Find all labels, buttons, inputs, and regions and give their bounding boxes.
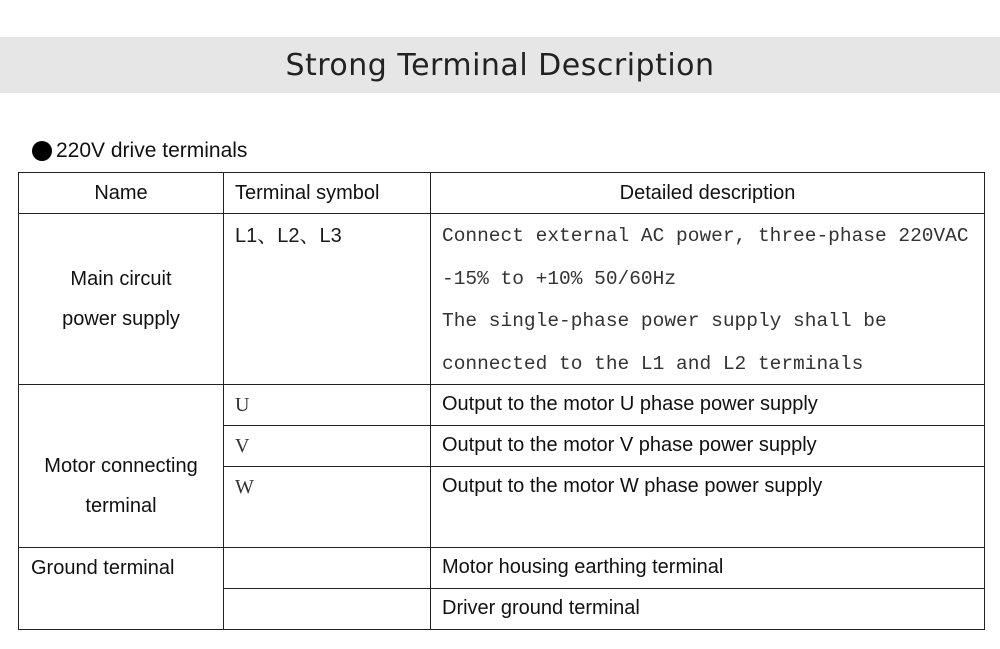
ground-1-description: Motor housing earthing terminal: [442, 556, 724, 578]
motor-w-symbol: W: [235, 476, 254, 498]
table-row-motor-u: [19, 385, 985, 426]
header-name: Name: [19, 173, 224, 214]
ground-2-symbol-cell: [224, 589, 431, 630]
main-circuit-desc-line3: The single-phase power supply shall be: [442, 310, 887, 332]
bullet-icon: [32, 141, 52, 161]
motor-u-description-cell: [431, 385, 985, 426]
ground-terminal-name: [19, 548, 224, 630]
motor-v-description-cell: [431, 426, 985, 467]
main-circuit-desc-line2: -15% to +10% 50/60Hz: [442, 267, 677, 290]
motor-connecting-name: [19, 385, 224, 548]
main-circuit-desc-line1: Connect external AC power, three-phase 220VAC: [442, 225, 969, 247]
main-circuit-symbol: L1、L2、L3: [235, 225, 342, 247]
ground-2-description: Driver ground terminal: [442, 597, 640, 619]
motor-v-description: Output to the motor V phase power supply: [442, 434, 817, 456]
motor-u-symbol: U: [235, 394, 250, 416]
main-circuit-symbol-cell: [224, 214, 431, 385]
page-title: Strong Terminal Description: [285, 48, 715, 83]
ground-1-description-cell: [431, 548, 985, 589]
motor-v-symbol: V: [235, 435, 250, 457]
main-circuit-name-line1: Main circuit: [70, 268, 172, 290]
section-heading: [32, 139, 247, 163]
motor-v-symbol-cell: [224, 426, 431, 467]
motor-name-line2: terminal: [85, 495, 157, 517]
motor-u-description: Output to the motor U phase power supply: [442, 393, 818, 415]
ground-terminal-name-text: Ground terminal: [31, 557, 175, 579]
motor-w-description-cell: [431, 467, 985, 548]
motor-name-line1: Motor connecting: [44, 455, 198, 477]
ground-2-description-cell: [431, 589, 985, 630]
table-header-row: [19, 173, 985, 214]
motor-name-spacer: [19, 406, 223, 446]
motor-w-symbol-cell: [224, 467, 431, 548]
ground-1-symbol-cell: [224, 548, 431, 589]
header-symbol: Terminal symbol: [224, 173, 431, 214]
table-row-main-circuit: [19, 214, 985, 385]
section-heading-text: 220V drive terminals: [56, 139, 248, 162]
main-circuit-desc-line4: connected to the L1 and L2 terminals: [442, 352, 864, 375]
motor-w-description: Output to the motor W phase power supply: [442, 475, 823, 497]
main-circuit-description-cell: [431, 214, 985, 385]
terminal-table: [18, 172, 985, 630]
main-circuit-name: [19, 214, 224, 385]
table-row-ground-1: [19, 548, 985, 589]
header-description: Detailed description: [431, 173, 985, 214]
motor-u-symbol-cell: [224, 385, 431, 426]
main-circuit-name-line2: power supply: [62, 308, 180, 330]
